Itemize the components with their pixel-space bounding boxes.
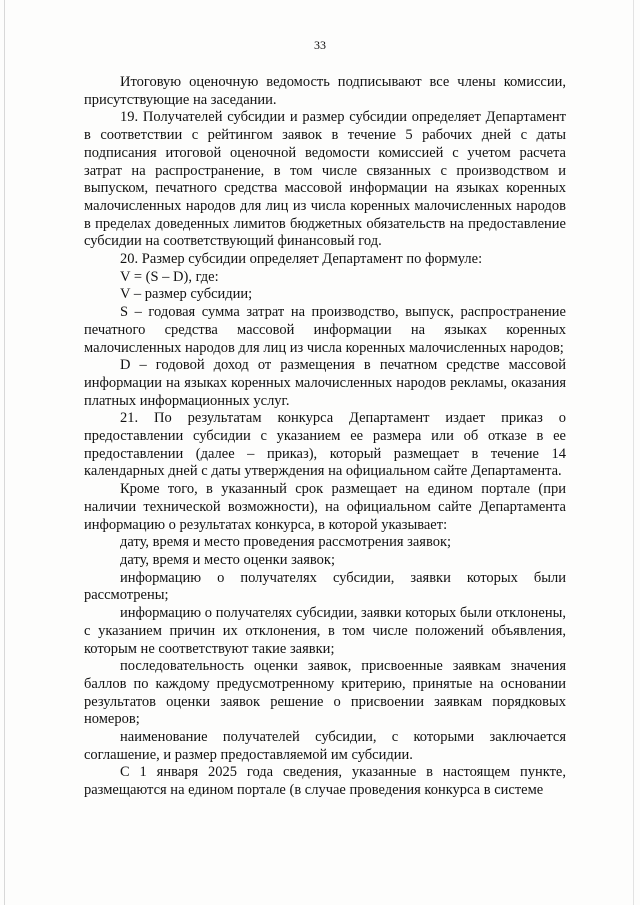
scan-left-edge [4,0,5,905]
list-item: дату, время и место оценки заявок; [120,551,335,568]
scan-right-edge [633,0,634,905]
paragraph-publication: Кроме того, в указанный срок размещает на едином портале (при наличии технической возможности), на официальном сайте Департамента информацию о результатах конкурса, в которой указывает: [84,481,566,533]
paragraph-21: 21. По результатам конкурса Департамент издает приказ о предоставлении субсидии с указанием ее размера или об отказе в ее предоставлении (далее – приказ), который размещает в течение 14 календарных дней с даты утверждения на официальном сайте Департамента. [84,410,566,480]
definition-v: V – размер субсидии; [120,286,253,303]
list-item: последовательность оценки заявок, присвоенные заявкам значения баллов по каждому предусмотренному критерию, принятые на основании результатов оценки заявок решение о присвоении заявкам порядковых номеров; [84,658,566,728]
paragraph-signing: Итоговую оценочную ведомость подписывают все члены комиссии, присутствующие на заседании. [84,74,566,108]
paragraph-19: 19. Получателей субсидии и размер субсидии определяет Департамент в соответствии с рейтингом заявок в течение 5 рабочих дней с даты подписания итоговой оценочной ведомости комиссией с учетом расчета затрат на распространение, в том числе связанных с производством и выпуском, печатного средства массовой информации на языках коренных малочисленных народов для лиц из числа коренных малочисленных народов в пределах доведенных лимитов бюджетных обязательств на предоставление субсидии на соответствующий финансовый год. [84,109,566,250]
definition-d: D – годовой доход от размещения в печатном средстве массовой информации на языках коренных малочисленных народов рекламы, оказания платных информационных услуг. [84,357,566,409]
page-number: 33 [314,38,326,52]
list-item: информацию о получателях субсидии, заявки которых были отклонены, с указанием причин их отклонения, в том числе положений объявления, которым не соответствуют такие заявки; [84,605,566,657]
paragraph-2025: С 1 января 2025 года сведения, указанные в настоящем пункте, размещаются на едином портале (в случае проведения конкурса в системе [84,764,566,799]
list-item: наименование получателей субсидии, с которыми заключается соглашение, и размер предоставляемой им субсидии. [84,729,566,763]
formula: V = (S – D), где: [120,268,219,285]
list-item: дату, время и место проведения рассмотрения заявок; [120,534,452,551]
document-body [84,74,566,800]
list-item: информацию о получателях субсидии, заявки которых были рассмотрены; [84,569,566,604]
paragraph-20: 20. Размер субсидии определяет Департамент по формуле: [120,251,483,268]
definition-s: S – годовая сумма затрат на производство, выпуск, распространение печатного средства массовой информации на языках коренных малочисленных народов для лиц из числа коренных малочисленных народов; [84,304,566,356]
